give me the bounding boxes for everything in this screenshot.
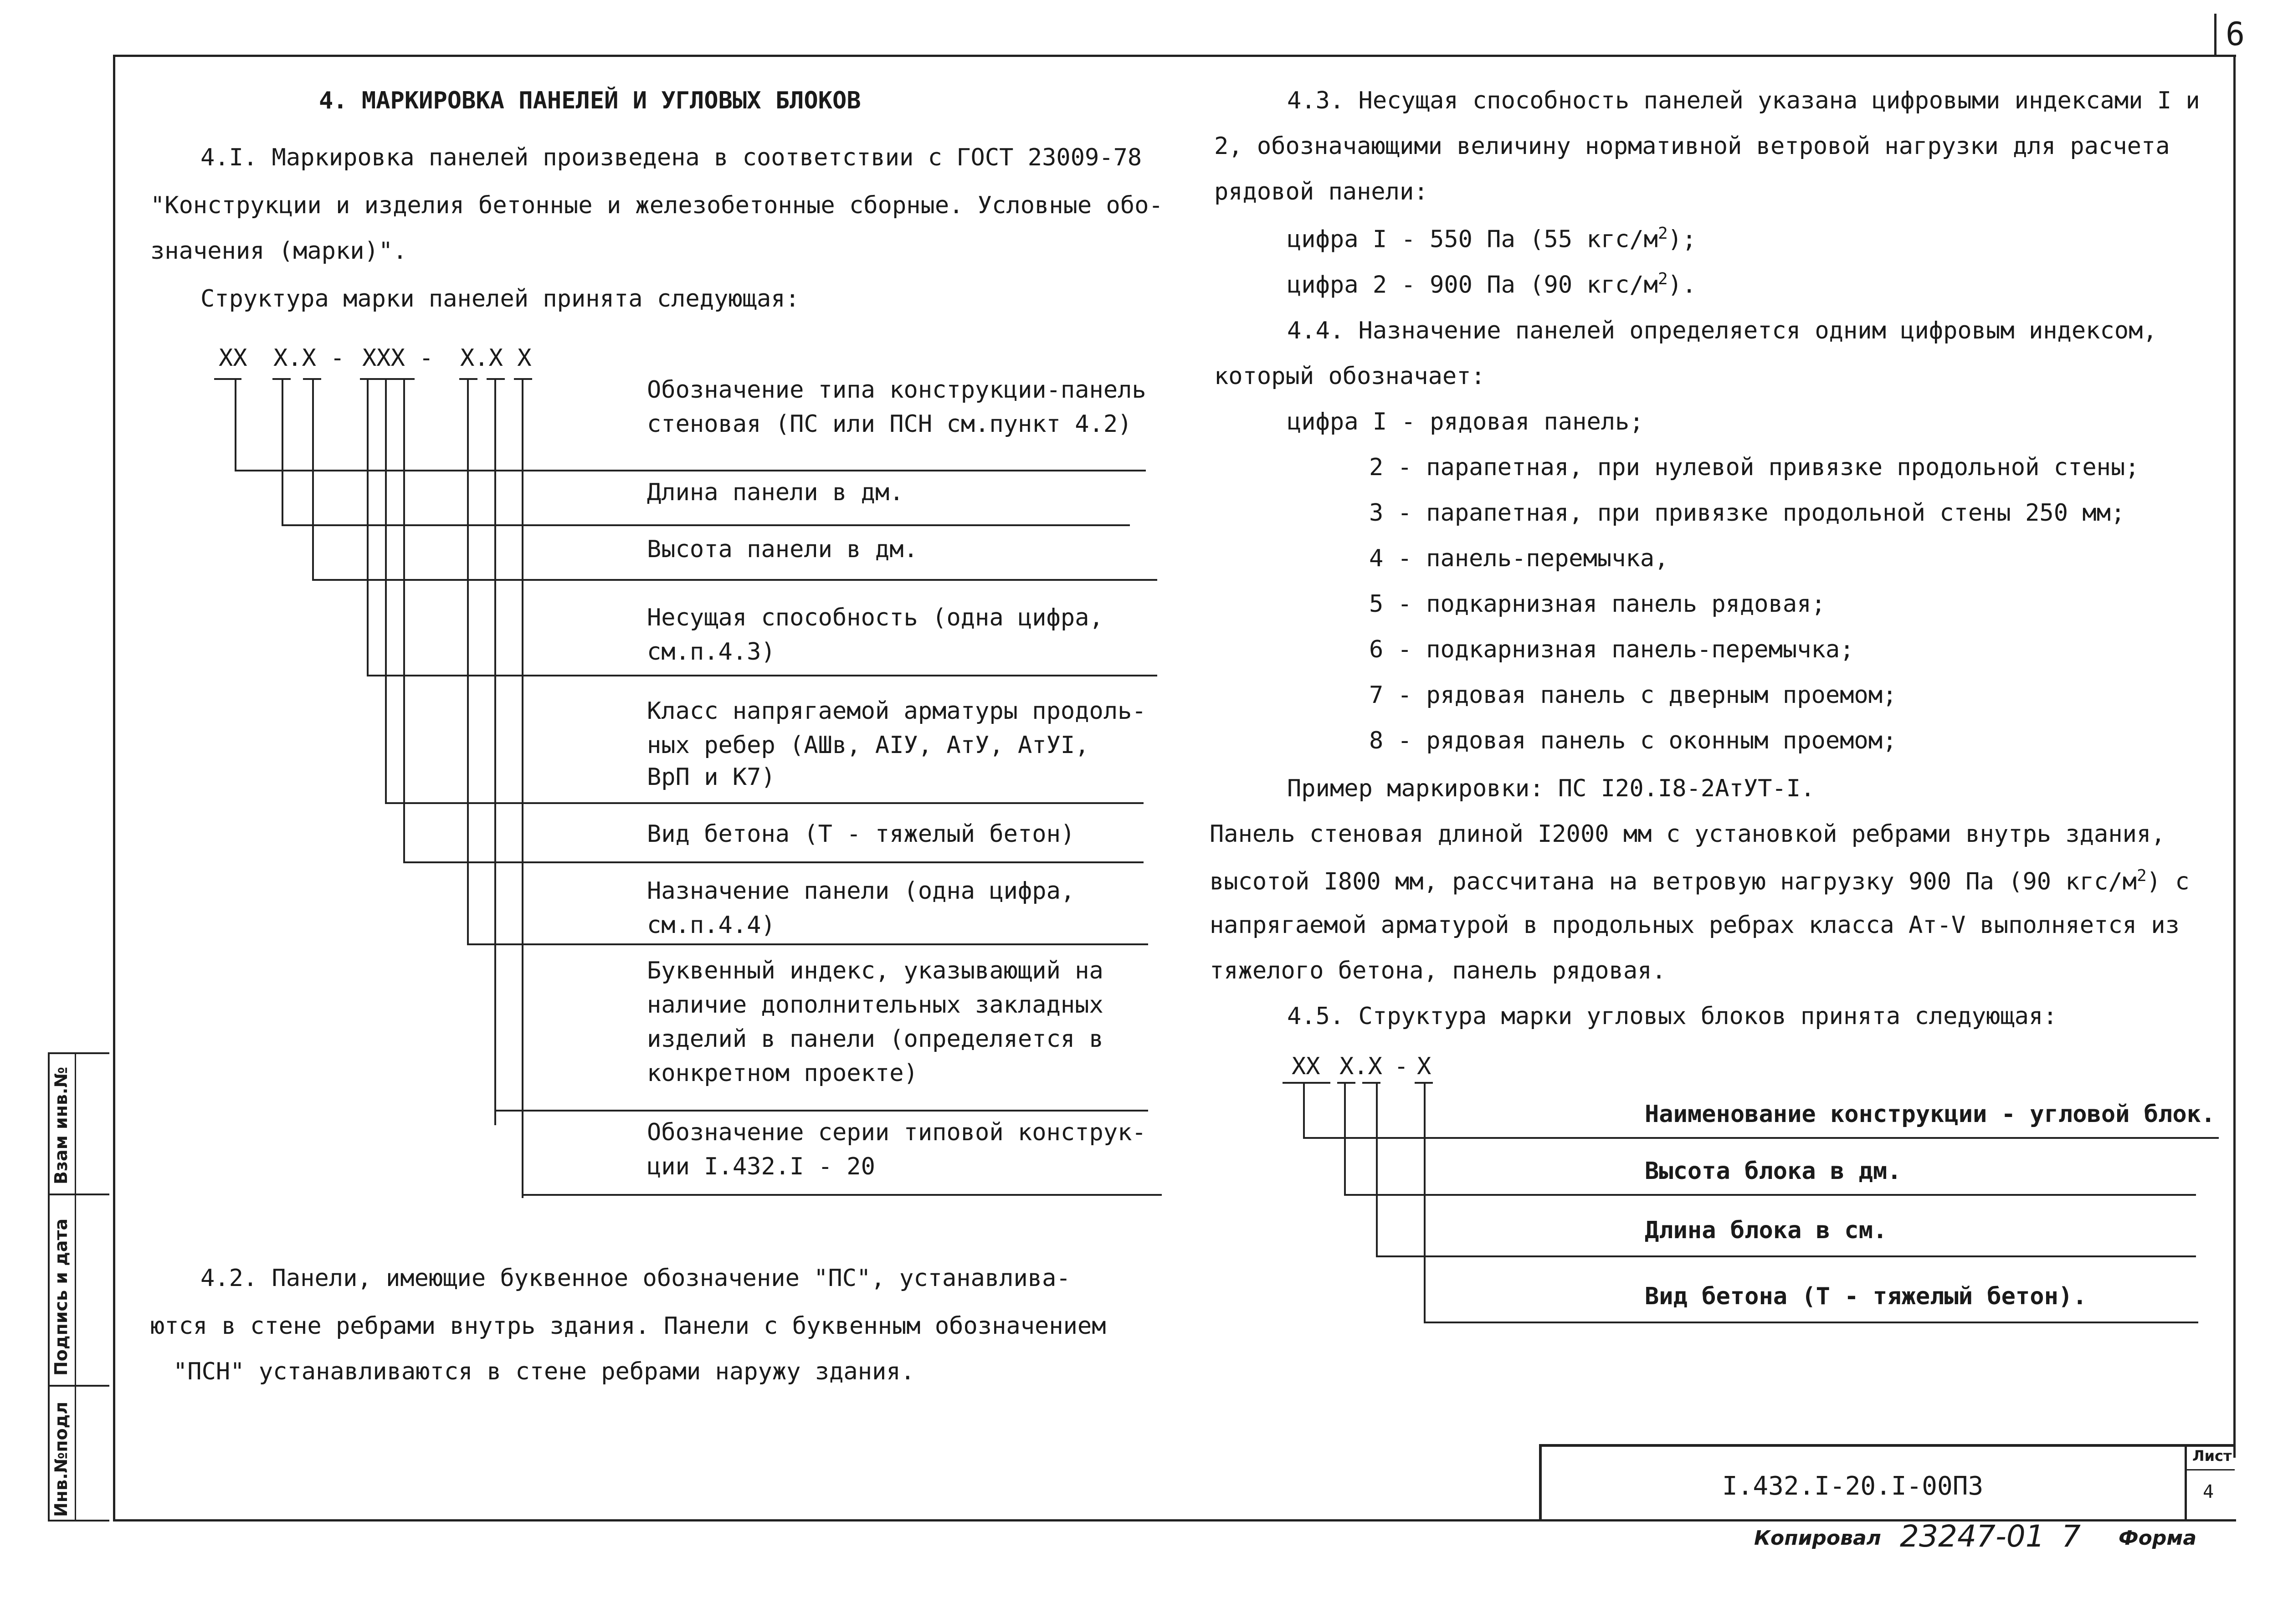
- sup-2: 2: [2136, 866, 2147, 885]
- block-dash: -: [1394, 1053, 1409, 1080]
- legend-index-2: наличие дополнительных закладных: [647, 991, 1103, 1019]
- digit-2-end: ).: [1667, 271, 1697, 299]
- legend-purpose-1: Назначение панели (одна цифра,: [647, 877, 1075, 905]
- side-label-replace: Взам инв.№: [51, 1066, 71, 1184]
- legend-length: Длина панели в дм.: [647, 479, 904, 506]
- format-label: Форма: [2119, 1527, 2197, 1550]
- section-title: 4. МАРКИРОВКА ПАНЕЛЕЙ И УГЛОВЫХ БЛОКОВ: [319, 87, 861, 114]
- legend-capacity-2: см.п.4.3): [647, 638, 775, 666]
- underline: [1283, 1082, 1330, 1084]
- digit-1-end: );: [1667, 225, 1697, 253]
- underline: [378, 378, 396, 380]
- example-line-2-text: высотой I800 мм, рассчитана на ветровую нагрузку 900 Па (90 кгс/м: [1210, 868, 2137, 896]
- underline: [396, 378, 415, 380]
- title-block-divider: [2185, 1444, 2187, 1522]
- page-number: 6: [2226, 15, 2245, 53]
- p41-line-3: значения (марки)".: [150, 237, 407, 265]
- purpose-7: 7 - рядовая панель с дверным проемом;: [1369, 681, 1897, 709]
- example-line-3: напрягаемой арматурой в продольных ребрах класса Ат-V выполняется из: [1210, 912, 2180, 939]
- leader-h: [235, 470, 1146, 471]
- leader: [282, 378, 283, 526]
- leader: [312, 378, 314, 581]
- sup-2: 2: [1657, 224, 1668, 243]
- digit-1-line: [1287, 225, 1696, 251]
- purpose-3: 3 - парапетная, при привязке продольной стены 250 мм;: [1369, 499, 2125, 527]
- legend-height: Высота панели в дм.: [647, 536, 918, 563]
- copy-number: 23247-01: [1900, 1519, 2045, 1554]
- leader: [1344, 1082, 1346, 1196]
- p41-line-1: 4.I. Маркировка панелей произведена в соответствии с ГОСТ 23009-78: [200, 144, 1142, 171]
- mark-dash-1: -: [330, 344, 345, 372]
- purpose-4: 4 - панель-перемычка,: [1369, 545, 1669, 572]
- purpose-5: 5 - подкарнизная панель рядовая;: [1369, 590, 1826, 618]
- leader-h: [385, 802, 1144, 804]
- leader: [522, 378, 523, 1198]
- digit-2-line: [1287, 271, 1696, 297]
- leader: [1424, 1082, 1426, 1323]
- p43-line-2: 2, обозначающими величину нормативной ветровой нагрузки для расчета: [1214, 133, 2170, 160]
- mark-group-xxx: ХХХ: [362, 344, 405, 372]
- block-legend-height: Высота блока в дм.: [1645, 1158, 1902, 1185]
- mark-dash-2: -: [419, 344, 434, 372]
- block-group-x-x: Х.Х: [1339, 1053, 1382, 1080]
- example-title: Пример маркировки: ПС I20.I8-2АтУТ-I.: [1287, 775, 1815, 802]
- example-line-2: [1210, 866, 2190, 896]
- frame-right-border: [2233, 55, 2236, 1458]
- p41-line-2: "Конструкции и изделия бетонные и железобетонные сборные. Условные обо-: [150, 192, 1163, 219]
- mark-group-xx-dot: Х.Х: [273, 344, 316, 372]
- example-line-1: Панель стеновая длиной I2000 мм с установкой ребрами внутрь здания,: [1210, 820, 2165, 848]
- p44-line-1: 4.4. Назначение панелей определяется одним цифровым индексом,: [1287, 317, 2157, 344]
- example-line-2-end: ) с: [2146, 868, 2190, 896]
- sheet-number: 4: [2203, 1481, 2214, 1502]
- p42-line-1: 4.2. Панели, имеющие буквенное обозначение "ПС", устанавлива-: [200, 1265, 1071, 1292]
- legend-steel-1: Класс напрягаемой арматуры продоль-: [647, 697, 1146, 725]
- legend-index-1: Буквенный индекс, указывающий на: [647, 957, 1103, 984]
- leader: [494, 378, 496, 1125]
- p43-line-3: рядовой панели:: [1214, 178, 1428, 205]
- sheet-corner-divider: [2214, 14, 2216, 57]
- leader: [367, 378, 369, 676]
- underline: [360, 378, 378, 380]
- leader: [1303, 1082, 1305, 1139]
- underline: [1362, 1082, 1380, 1084]
- p43-line-1: 4.3. Несущая способность панелей указана цифровыми индексами I и: [1287, 87, 2200, 114]
- leader: [235, 378, 236, 471]
- legend-series-1: Обозначение серии типовой конструк-: [647, 1119, 1146, 1146]
- underline: [1337, 1082, 1355, 1084]
- sheet-label: Лист: [2192, 1447, 2232, 1465]
- legend-steel-3: ВрП и К7): [647, 763, 775, 791]
- p45: 4.5. Структура марки угловых блоков принята следующая:: [1287, 1003, 2057, 1030]
- leader: [467, 378, 469, 945]
- p42-line-2: ются в стене ребрами внутрь здания. Панели с буквенным обозначением: [150, 1312, 1106, 1340]
- copy-seven: 7: [2062, 1519, 2081, 1554]
- block-legend-length: Длина блока в см.: [1645, 1217, 1888, 1244]
- digit-1-text: цифра I - 550 Па (55 кгс/м: [1287, 225, 1658, 253]
- document-code: I.432.I-20.I-00ПЗ: [1722, 1471, 1984, 1501]
- leader-h: [403, 861, 1144, 863]
- leader-h: [494, 1110, 1148, 1112]
- copied-label: Копировал: [1754, 1527, 1881, 1550]
- mark-group-xxx-2: Х.Х Х: [460, 344, 532, 372]
- structure-intro: Структура марки панелей принята следующая:: [200, 285, 800, 313]
- side-inner-divider: [75, 1054, 76, 1522]
- p42-line-3: "ПСН" устанавливаются в стене ребрами наружу здания.: [173, 1358, 915, 1385]
- purpose-2: 2 - парапетная, при нулевой привязке продольной стены;: [1369, 454, 2139, 481]
- block-legend-name: Наименование конструкции - угловой блок.: [1645, 1101, 2216, 1128]
- leader-h: [1376, 1255, 2196, 1257]
- legend-capacity-1: Несущая способность (одна цифра,: [647, 604, 1103, 631]
- legend-series-2: ции I.432.I - 20: [647, 1153, 875, 1180]
- leader: [1376, 1082, 1378, 1257]
- leader-h: [467, 943, 1148, 945]
- leader-h: [1424, 1322, 2198, 1323]
- leader-h: [1344, 1194, 2196, 1196]
- example-line-4: тяжелого бетона, панель рядовая.: [1210, 957, 1666, 984]
- legend-type-2: стеновая (ПС или ПСН см.пункт 4.2): [647, 410, 1132, 438]
- legend-index-3: изделий в панели (определяется в: [647, 1025, 1103, 1053]
- legend-purpose-2: см.п.4.4): [647, 912, 775, 939]
- leader: [385, 378, 387, 804]
- mark-group-xx: ХХ: [219, 344, 247, 372]
- p44-line-2: который обозначает:: [1214, 363, 1485, 390]
- legend-steel-2: ных ребер (АШв, АIУ, АтУ, АтУI,: [647, 732, 1089, 759]
- purpose-1: цифра I - рядовая панель;: [1287, 408, 1644, 435]
- legend-type-1: Обозначение типа конструкции-панель: [647, 376, 1146, 404]
- leader-h: [367, 675, 1157, 676]
- sup-2: 2: [1657, 270, 1668, 288]
- block-group-x: Х: [1417, 1053, 1431, 1080]
- leader-h: [312, 579, 1157, 581]
- digit-2-text: цифра 2 - 900 Па (90 кгс/м: [1287, 271, 1658, 299]
- purpose-6: 6 - подкарнизная панель-перемычка;: [1369, 636, 1854, 663]
- side-label-inventory: Инв.№подл: [51, 1401, 71, 1517]
- legend-concrete: Вид бетона (Т - тяжелый бетон): [647, 820, 1075, 848]
- legend-index-4: конкретном проекте): [647, 1060, 918, 1087]
- underline: [214, 378, 241, 380]
- block-legend-concrete: Вид бетона (Т - тяжелый бетон).: [1645, 1283, 2087, 1310]
- leader-h: [1303, 1137, 2219, 1139]
- leader: [403, 378, 405, 863]
- side-label-signature: Подпись и дата: [51, 1218, 71, 1376]
- leader-h: [522, 1194, 1162, 1196]
- purpose-8: 8 - рядовая панель с оконным проемом;: [1369, 727, 1897, 754]
- leader-h: [282, 524, 1130, 526]
- title-block-sheet-line: [2185, 1469, 2235, 1470]
- block-group-xx: ХХ: [1292, 1053, 1320, 1080]
